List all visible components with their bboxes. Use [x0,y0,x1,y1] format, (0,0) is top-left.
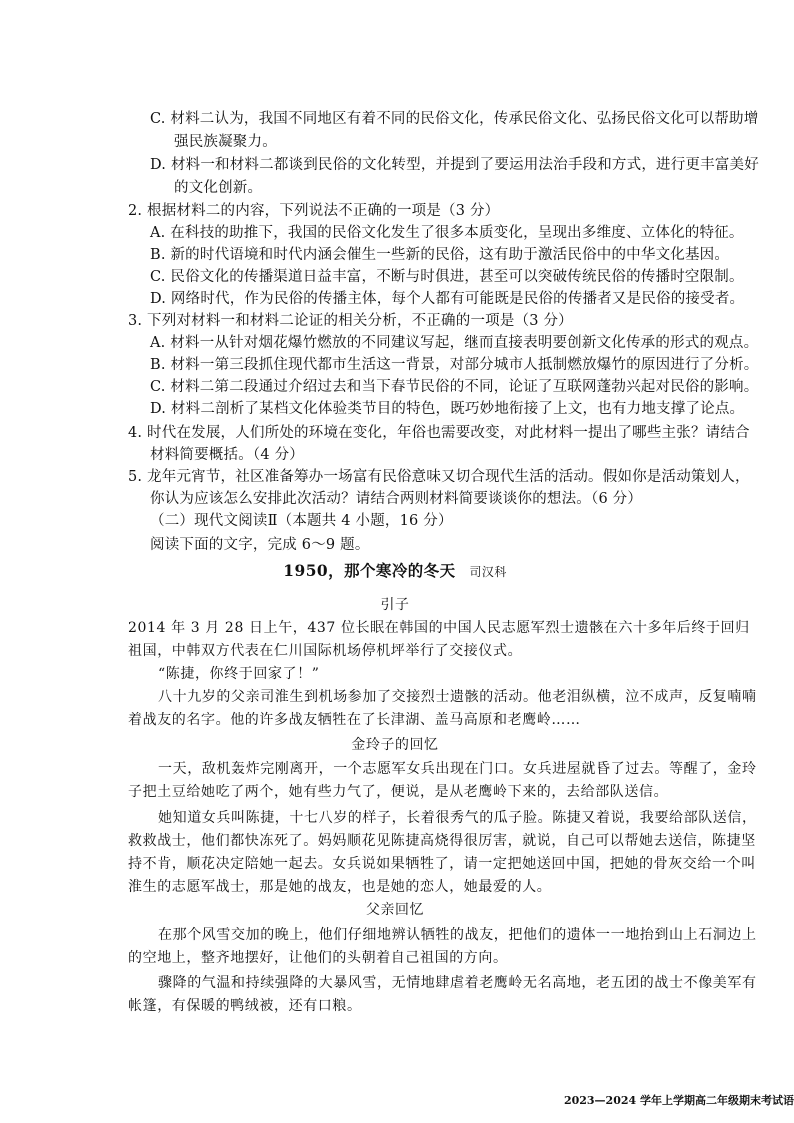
q3-stem: 3. 下列对材料一和材料二论证的相关分析，不正确的一项是（3 分） [128,313,573,329]
q5-line2: 你认为应该怎么安排此次活动？请结合两则材料简要谈谈你的想法。（6 分） [150,491,643,507]
section-heading: （二）现代文阅读Ⅱ（本题共 4 小题，16 分） [150,513,453,529]
story-title: 1950，那个寒冷的冬天 [283,561,456,580]
q1-option-c-line2: 强民族凝聚力。 [174,134,277,150]
paragraph-4-line1: 她知道女兵叫陈捷，十七八岁的样子，长着很秀气的瓜子脸。陈捷又着说，我要给部队送信， [158,810,757,826]
intro-heading: 引子 [380,597,410,613]
section-instruction: 阅读下面的文字，完成 6～9 题。 [150,537,370,553]
q2-option-c: C. 民俗文化的传播渠道日益丰富，不断与时俱进，甚至可以突破传统民俗的传播时空限制。 [150,269,744,285]
paragraph-4-line4: 淮生的志愿军战士，那是她的战友，也是她的恋人，她最爱的人。 [128,879,552,895]
q2-option-d: D. 网络时代，作为民俗的传播主体，每个人都有可能既是民俗的传播者又是民俗的接受者。 [150,291,745,307]
q1-option-c-line1 [150,108,758,130]
q4-line2: 材料简要概括。（4 分） [150,447,304,463]
q2-stem: 2. 根据材料二的内容，下列说法不正确的一项是（3 分） [128,203,500,219]
option-text: 材料二认为，我国不同地区有着不同的民俗文化，传承民俗文化、弘扬民俗文化可以帮助增 [170,111,759,127]
page-footer: 2023—2024 学年上学期高二年级期末考试语 [563,1094,794,1107]
paragraph-4-line3: 持不肯，顺花决定陪她一起去。女兵说如果牺牲了，请一定把她送回中国，把她的骨灰交给一个叫 [128,856,756,872]
q2-option-a: A. 在科技的助推下，我国的民俗文化发生了很多本质变化，呈现出多维度、立体化的特征。 [150,225,744,241]
paragraph-3-line2: 子把土豆给她吃了两个，她有些力气了，便说，是从老鹰岭下来的，去给部队送信。 [128,784,669,800]
story-title-line [0,560,790,583]
q3-option-d: D. 材料二剖析了某档文化体验类节目的特色，既巧妙地衔接了上文，也有力地支撑了论点。 [150,401,745,417]
paragraph-1-line1: 2014 年 3 月 28 日上午，437 位长眠在韩国的中国人民志愿军烈士遗骸在六十多年后终于回归 [128,620,750,636]
paragraph-1-line2: 祖国，中韩双方代表在仁川国际机场停机坪举行了交接仪式。 [128,643,523,659]
q1-option-d-line2: 的文化创新。 [174,180,263,196]
quote-line: “陈捷，你终于回家了！” [158,666,320,682]
q1-option-d-line1 [150,154,759,176]
section-heading-father: 父亲回忆 [365,902,425,918]
paragraph-2-line1: 八十九岁的父亲司淮生到机场参加了交接烈士遗骸的活动。他老泪纵横，泣不成声，反复喃喃 [158,689,757,705]
q4-line1: 4. 时代在发展，人们所处的环境在变化，年俗也需要改变，对此材料一提出了哪些主张？请结合 [128,425,750,441]
q3-option-c: C. 材料二第二段通过介绍过去和当下春节民俗的不同，论证了互联网蓬勃兴起对民俗的影响。 [150,379,759,395]
paragraph-6-line1: 骤降的气温和持续强降的大暴风雪，无情地肆虐着老鹰岭无名高地，老五团的战士不像美军有 [158,975,757,991]
option-letter: D. [150,157,167,173]
q3-option-a: A. 材料一从针对烟花爆竹燃放的不同建议写起，继而直接表明要创新文化传承的形式的观点。 [150,335,759,351]
section-heading-jin-lingzi: 金玲子的回忆 [351,737,439,753]
q3-option-b: B. 材料一第三段抓住现代都市生活这一背景，对部分城市人抵制燃放爆竹的原因进行了分析。 [150,357,759,373]
option-text: 材料一和材料二都谈到民俗的文化转型，并提到了要运用法治手段和方式，进行更丰富美好 [170,157,759,173]
q2-option-b: B. 新的时代语境和时代内涵会催生一些新的民俗，这有助于激活民俗中的中华文化基因。 [150,247,730,263]
paragraph-3-line1: 一天，敌机轰炸完刚离开，一个志愿军女兵出现在门口。女兵进屋就昏了过去。等醒了，金玲 [158,761,757,777]
paragraph-5-line2: 的空地上，整齐地摆好，让他们的头朝着自己祖国的方向。 [128,950,508,966]
story-author: 司汉科 [469,565,507,579]
q5-line1: 5. 龙年元宵节，社区准备筹办一场富有民俗意味又切合现代生活的活动。假如你是活动策划人， [128,469,750,485]
paragraph-2-line2: 着战友的名字。他的许多战友牺牲在了长津湖、盖马高原和老鹰岭…… [128,712,581,728]
paragraph-6-line2: 帐篷，有保暖的鸭绒被，还有口粮。 [128,998,362,1014]
paragraph-4-line2: 救救战士，他们都快冻死了。妈妈顺花见陈捷高烧得很厉害，就说，自己可以帮她去送信，陈捷坚 [128,833,756,849]
option-letter: C. [150,111,166,127]
paragraph-5-line1: 在那个风雪交加的晚上，他们仔细地辨认牺牲的战友，把他们的遗体一一地抬到山上石洞边上 [158,927,757,943]
